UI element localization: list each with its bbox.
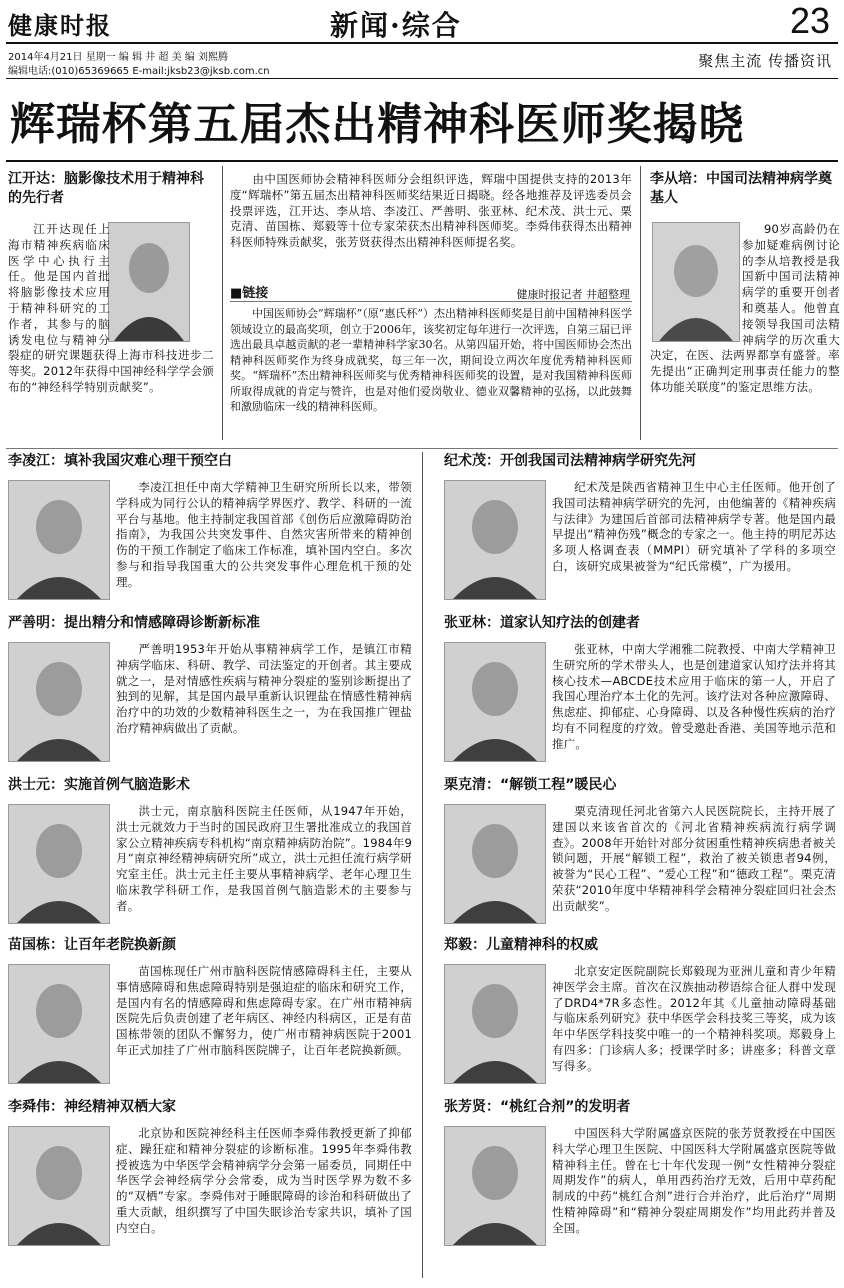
profile-text-yan	[116, 642, 412, 766]
intro-body: 由中国医师协会精神科医师分会组织评选，辉瑞中国提供支持的2013年度“辉瑞杯”第五届杰出精神科医师奖结果近日揭晓。经各地推荐及评选委员会投票评选，江开达、李从培、李凌江、严善明、张亚林、纪术茂、洪士元、栗克清、苗国栋、郑毅等十位专家荣获杰出精神科医师奖。李舜伟获得杰出精神科医师特殊贡献奖，张芳贤获得杰出精神科医师提名奖。	[230, 172, 632, 250]
profile-title-ji: 纪术茂：开创我国司法精神病学研究先河	[444, 453, 696, 469]
profile-title-li-kq: 栗克清：“解锁工程”暖民心	[444, 777, 617, 793]
profile-body-li-lj: 李凌江担任中南大学精神卫生研究所所长以来，带领学科成为同行公认的精神病学界医疗、教学、科研的一流平台与基地。他主持制定我国首部《创伤后应激障碍防治指南》，为我国公共突发事件、自然灾害所带来的精神创伤的干预工作制定了临床工作标准，填补国内空白。多次参与和指导我国重大的公共突发事件心理危机干预的处理。	[116, 480, 412, 589]
issue-info: 2014年4月21日 星期一 编 辑 井 超 美 编 刘熙腾	[8, 52, 228, 63]
profile-body-miao: 苗国栋现任广州市脑科医院情感障碍科主任，主要从事情感障碍和焦虑障碍特别是强迫症的临床和研究工作，是国内有名的情感障碍和焦虑障碍专家。在广州市精神病医院先后负责创建了老年病区、神经内科病区，正是有苗国栋带领的团队不懈努力，使广州市精神病医院于2001年正式加挂了广州市脑科医院牌子，让百年老院换新颜。	[116, 964, 412, 1057]
portrait-icon	[445, 1127, 545, 1245]
profile-body-zhang-fx: 中国医科大学附属盛京医院的张芳贤教授在中国医科大学心理卫生医院、中国医科大学附属盛京医院等做精神科主任。曾在七十年代发现一例“女性精神分裂症周期发作”的病人，单用西药治疗无效，后用中草药配制成的中药“桃红合剂”进行合并治疗，此后治疗“周期性精神障碍”和“精神分裂症周期发作”均用此药并普及全国。	[552, 1126, 836, 1235]
profile-title-li-sw: 李舜伟：神经精神双栖大家	[8, 1099, 176, 1115]
portrait-icon	[9, 965, 109, 1083]
portrait-icon	[445, 643, 545, 761]
profile-body-li-kq: 栗克清现任河北省第六人民医院院长，主持开展了建国以来该省首次的《河北省精神疾病流行病学调查》。2008年开始针对部分贫困重性精神疾病患者被关锁问题，开展“解锁工程”，救治了被关锁患者94例，被誉为“民心工程”、“爱心工程”和“德政工程”。栗克清荣获“2010年度中华精神科学会精神分裂症回归社会杰出贡献奖”。	[552, 804, 836, 913]
profile-body-hong: 洪士元，南京脑科医院主任医师，从1947年开始，洪士元就效力于当时的国民政府卫生署批准成立的我国首家公立精神疾病专科机构“南京精神病防治院”。1984年9月“南京神经精神病研究所”成立，洪士元担任流行病学研究室主任。洪士元主任主要从事精神病学、老年心理卫生临床教学科研工作，是我国首例气脑造影术的主要参与者。	[116, 804, 412, 913]
profile-title-hong: 洪士元：实施首例气脑造影术	[8, 777, 190, 793]
profile-text-li-cp	[650, 222, 840, 438]
profile-text-zheng	[552, 964, 836, 1088]
profile-body-yan: 严善明1953年开始从事精神病学工作，是镇江市精神病学临床、科研、教学、司法鉴定的开创者。其主要成就之一，是对情感性疾病与精神分裂症的鉴别诊断提出了独到的见解，其是国内最早重新认识锂盐在情感性精神病治疗中的功效的少数精神科医生之一，为在我国推广锂盐治疗精神病做出了贡献。	[116, 642, 412, 735]
profile-body-zhang-yl: 张亚林，中南大学湘雅二院教授、中南大学精神卫生研究所的学术带头人，也是创建道家认知疗法并将其核心技术—ABCDE技术应用于临床的第一人，开启了我国心理治疗本土化的先河。该疗法对各种应激障碍、焦虑症、抑郁症、心身障碍、以及各种慢性疾病的治疗均有不同程度的疗效。曾受邀赴香港、美国等地示范和推广。	[552, 642, 836, 751]
link-heading: ■链接	[230, 286, 269, 301]
profile-text-hong	[116, 804, 412, 928]
profile-title-li-cp: 李从培：中国司法精神病学奠基人	[650, 171, 832, 206]
profile-body-li-sw: 北京协和医院神经科主任医师李舜伟教授更新了抑郁症、躁狂症和精神分裂症的诊断标准。1995年李舜伟教授被选为中华医学会精神病学分会第一届委员，同期任中华医学会神经病学分会常委，成为当时医学界为数不多的“双栖”专家。李舜伟对于睡眠障碍的诊治和科研做出了重大贡献，组织撰写了中国失眠诊治专家共识，填补了国内空白。	[116, 1126, 412, 1235]
center-divider	[422, 452, 423, 1278]
row-divider	[6, 448, 838, 449]
profile-body-li-cp: 90岁高龄仍在参加疑难病例讨论的李从培教授是我国新中国司法精神病学的重要开创者和奠基人。他曾直接领导我国司法精神病学的历次重大决定，在医、法两界都享有盛誉。率先提出“正确判定刑事责任能力的整体功能关联度”的鉴定思维方法。	[650, 222, 840, 394]
profile-text-zhang-fx	[552, 1126, 836, 1250]
portrait-icon	[9, 643, 109, 761]
profile-text-li-sw	[116, 1126, 412, 1250]
portrait-icon	[9, 805, 109, 923]
profile-title-jiang: 江开达：脑影像技术用于精神科的先行者	[8, 171, 204, 206]
profile-body-ji: 纪术茂是陕西省精神卫生中心主任医师。他开创了我国司法精神病学研究的先河，由他编著的《精神疾病与法律》为建国后首部司法精神病学专著。他是国内最早提出“精神伤残”概念的专家之一。他主持的明尼苏达多项人格调查表（MMPI）研究填补了学科的多项空白，该研究成果被誉为“纪氏常模”，广为援用。	[552, 480, 836, 573]
portrait-photo-hong	[8, 804, 110, 924]
portrait-icon	[445, 481, 545, 599]
portrait-photo-zhang-fx	[444, 1126, 546, 1246]
portrait-icon	[9, 481, 109, 599]
intro-text	[230, 172, 632, 276]
profile-text-li-kq	[552, 804, 836, 928]
logo-text: 健康时报	[8, 11, 112, 40]
profile-title-zheng: 郑毅：儿童精神科的权威	[444, 937, 598, 953]
profile-title-zhang-yl: 张亚林：道家认知疗法的创建者	[444, 615, 640, 631]
portrait-icon	[445, 805, 545, 923]
profile-body-jiang: 江开达现任上海市精神疾病临床医学中心执行主任。他是国内首批将脑影像技术应用于精神科研究的工作者，其参与的脑诱发电位与精神分裂症的研究课题获得上海市科技进步二等奖。2012年获得中国神经科学学会颁布的“神经科学特别贡献奖”。	[8, 222, 214, 394]
contact-info: 编辑电话:(010)65369665 E-mail:jksb23@jksb.com.cn	[8, 66, 270, 77]
headline-rule	[6, 160, 838, 162]
link-body: 中国医师协会“辉瑞杯”（原“惠氏杯”）杰出精神科医师奖是目前中国精神科医学领域设立的最高奖项，创立于2006年，该奖初定每年进行一次评选，自第三届已评选出最具卓越贡献的老一辈精神科学家30名。从第四届开始，将中国医师协会杰出精神科医师奖作为终身成就奖，每三年一次，期间设立两次年度优秀精神科医师奖。“辉瑞杯”杰出精神科医师奖与优秀精神科医师奖的设置，是对我国精神科医师所取得成就的肯定与赞许，也是对他们爱岗敬业、德业双馨精神的弘扬，以此鼓舞和激励临床一线的精神科医师。	[230, 307, 632, 413]
info-rule	[6, 78, 838, 79]
float-spacer	[650, 222, 742, 344]
portrait-photo-ji	[444, 480, 546, 600]
portrait-photo-li-kq	[444, 804, 546, 924]
portrait-photo-zheng	[444, 964, 546, 1084]
link-text	[230, 306, 632, 436]
profile-title-zhang-fx: 张芳贤：“桃红合剂”的发明者	[444, 1099, 631, 1115]
portrait-photo-li-sw	[8, 1126, 110, 1246]
profile-text-zhang-yl	[552, 642, 836, 766]
portrait-photo-yan	[8, 642, 110, 762]
column-divider	[222, 166, 223, 440]
profile-text-li-lj	[116, 480, 412, 604]
profile-text-ji	[552, 480, 836, 604]
slogan: 聚焦主流 传播资讯	[698, 52, 832, 70]
profile-title-li-lj: 李凌江：填补我国灾难心理干预空白	[8, 453, 232, 469]
newspaper-logo	[8, 6, 158, 40]
portrait-photo-li-lj	[8, 480, 110, 600]
portrait-icon	[9, 1127, 109, 1245]
profile-title-miao: 苗国栋：让百年老院换新颜	[8, 937, 176, 953]
column-divider	[640, 166, 641, 440]
portrait-icon	[445, 965, 545, 1083]
portrait-photo-miao	[8, 964, 110, 1084]
main-headline: 辉瑞杯第五届杰出精神科医师奖揭晓	[10, 99, 745, 150]
portrait-photo-zhang-yl	[444, 642, 546, 762]
section-title: 新闻·综合	[330, 9, 462, 42]
profile-title-yan: 严善明：提出精分和情感障碍诊断新标准	[8, 615, 260, 631]
profile-body-zheng: 北京安定医院副院长郑毅现为亚洲儿童和青少年精神医学会主席。首次在汉族抽动秽语综合征人群中发现了DRD4*7R多态性。2012年其《儿童抽动障碍基础与临床系列研究》获中华医学会科技奖三等奖，成为该年中华医学科技奖中唯一的一个精神科奖项。郑毅身上有四多：门诊病人多；授课学时多；讲座多；科普文章写得多。	[552, 964, 836, 1073]
byline: 健康时报记者 井超整理	[516, 288, 630, 301]
masthead-rule	[6, 42, 838, 44]
profile-text-miao	[116, 964, 412, 1088]
float-spacer	[110, 222, 214, 342]
profile-text-jiang	[8, 222, 214, 438]
page-number: 23	[789, 0, 830, 41]
link-rule	[230, 301, 632, 302]
